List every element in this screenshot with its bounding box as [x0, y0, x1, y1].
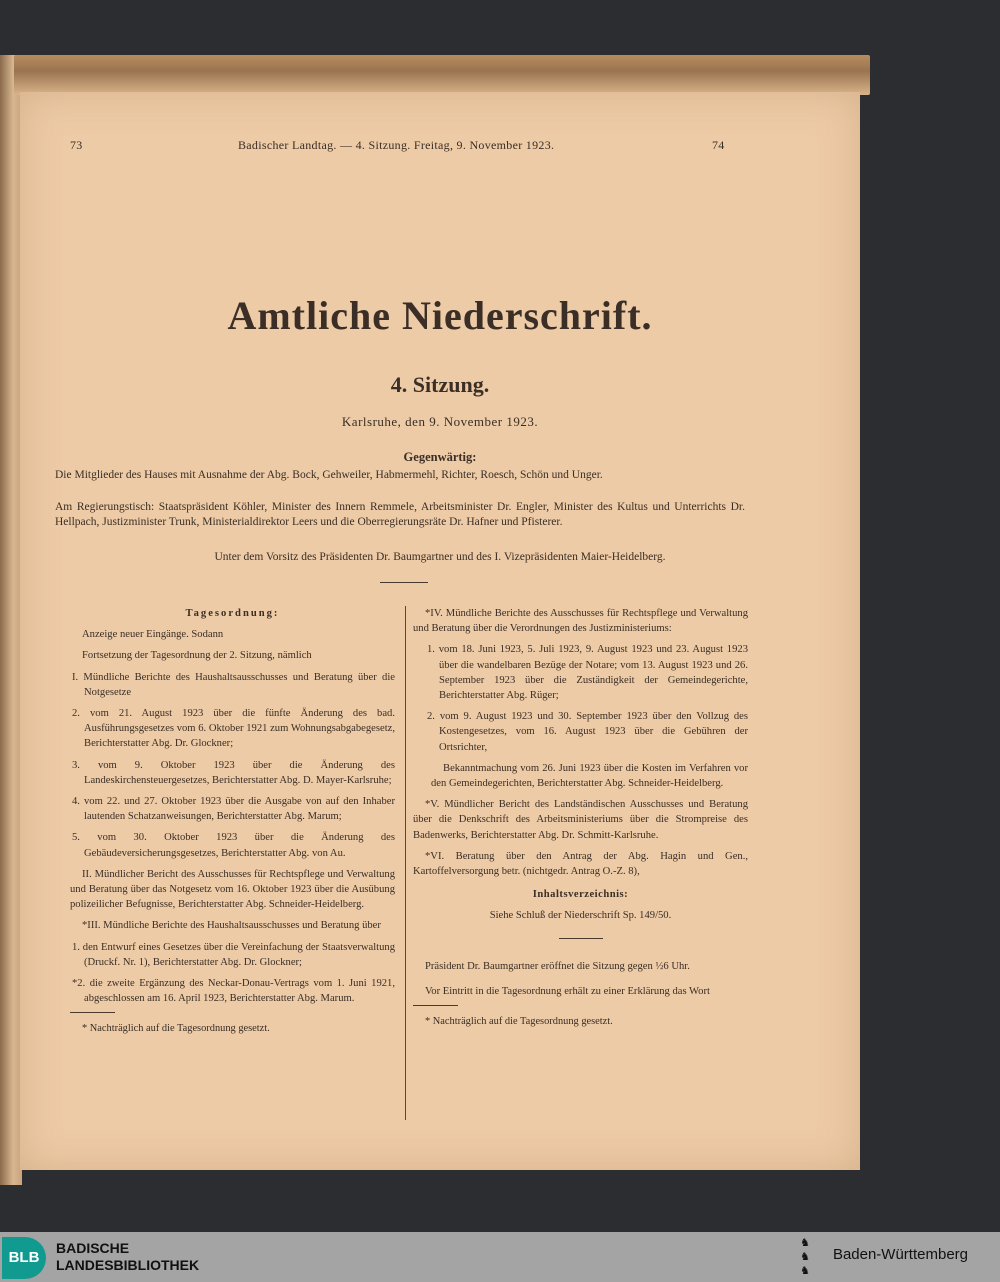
- paragraph: Vor Eintritt in die Tagesordnung erhält zu einer Erklärung das Wort: [425, 985, 710, 997]
- chair: Unter dem Vorsitz des Präsidenten Dr. Baumgartner und des I. Vizepräsidenten Maier-Heidelberg.: [214, 551, 666, 563]
- present-heading: Gegenwärtig:: [403, 450, 477, 464]
- agenda-item: 1. vom 18. Juni 1923, 5. Juli 1923, 9. August 1923 und 23. August 1923 über die wandelbaren Bezüge der Notare; vom 13. August 1923 und 26. September 1923 über die Zuständigkeit der Gemeindegerichte, Berichterstatter Abg. Rüger;: [427, 644, 748, 702]
- footnote: * Nachträglich auf die Tagesordnung gesetzt.: [82, 1023, 270, 1035]
- agenda-item: 3. vom 9. Oktober 1923 über die Änderung des Landeskirchensteuergesetzes, Berichterstatter Abg. D. Mayer-Karlsruhe;: [72, 759, 395, 786]
- footer-banner: [0, 1232, 1000, 1282]
- present-government: Am Regierungstisch: Staatspräsident Köhler, Minister des Innern Remmele, Arbeitsminister Dr. Engler, Minister des Kultus und Unterrichts Dr. Hellpach, Justizminister Trunk, Ministerialdirektor Leers und die Oberregierungsräte Dr. Hafner und Pfisterer.: [55, 501, 745, 528]
- right-column: [413, 606, 748, 1035]
- book-top-edge: [14, 55, 870, 95]
- book-left-edge: [0, 55, 22, 1185]
- agenda-item: 5. vom 30. Oktober 1923 über die Änderung des Gebäudeversicherungsgesetzes, Berichterstatter Abg. von Au.: [72, 832, 395, 859]
- agenda-item: II. Mündlicher Bericht des Ausschusses für Rechtspflege und Verwaltung und Beratung über das Notgesetz vom 16. Oktober 1923 über die Ausübung polizeilicher Befugnisse, Berichterstatter Abg. Schneider-Heidelberg.: [70, 868, 395, 911]
- agenda-item: I. Mündliche Berichte des Haushaltsausschusses und Beratung über die Notgesetze: [72, 671, 395, 698]
- divider: [559, 938, 603, 939]
- library-name-line2: LANDESBIBLIOTHEK: [56, 1257, 200, 1273]
- document-title: Amtliche Niederschrift.: [227, 293, 653, 338]
- footnote-rule: [70, 1012, 115, 1013]
- state-logo-text[interactable]: Baden-Württemberg: [832, 1246, 968, 1263]
- agenda-item: Bekanntmachung vom 26. Juni 1923 über die Kosten im Verfahren vor den Gemeindegerichten, Berichterstatter Abg. Schneider-Heidelberg.: [431, 762, 748, 790]
- place-date: Karlsruhe, den 9. November 1923.: [341, 414, 539, 429]
- agenda-item: *IV. Mündliche Berichte des Ausschusses für Rechtspflege und Verwaltung und Beratung über die Verordnungen des Justizministeriums:: [413, 608, 748, 635]
- agenda-heading: Tagesordnung:: [185, 608, 280, 619]
- library-name-line1: BADISCHE: [56, 1240, 130, 1256]
- running-title: Badischer Landtag. — 4. Sitzung. Freitag, 9. November 1923.: [238, 138, 555, 152]
- agenda-item: 2. vom 21. August 1923 über die fünfte Änderung des bad. Ausführungsgesetzes vom 6. Oktober 1921 zum Wohnungsabgabegesetz, Berichterstatter Abg. Dr. Glockner;: [72, 708, 395, 750]
- page-number-left: 73: [70, 138, 83, 152]
- session-title: 4. Sitzung.: [390, 372, 490, 397]
- footnote-rule: [413, 1005, 458, 1006]
- lions-crest-icon: ♞ ♞ ♞: [800, 1236, 810, 1277]
- toc-heading: Inhaltsverzeichnis:: [532, 889, 629, 901]
- agenda-item: *III. Mündliche Berichte des Haushaltsausschusses und Beratung über: [82, 920, 381, 932]
- paragraph: Anzeige neuer Eingänge. Sodann: [82, 629, 224, 641]
- agenda-item: 1. den Entwurf eines Gesetzes über die Vereinfachung der Staatsverwaltung (Druckf. Nr. 1), Berichterstatter Abg. Dr. Glockner;: [72, 941, 395, 968]
- divider: [380, 582, 428, 583]
- page-number-right: 74: [712, 138, 725, 152]
- toc-text: Siehe Schluß der Niederschrift Sp. 149/50.: [489, 910, 672, 922]
- agenda-item: 2. vom 9. August 1923 und 30. September 1923 über den Vollzug des Kostengesetzes, vom 16. August 1923 über die Gebühren der Ortsrichter,: [427, 711, 748, 753]
- library-name[interactable]: [56, 1240, 199, 1274]
- present-members: Die Mitglieder des Hauses mit Ausnahme der Abg. Bock, Gehweiler, Habmermehl, Richter, Roesch, Schön und Unger.: [55, 469, 603, 481]
- paragraph: Fortsetzung der Tagesordnung der 2. Sitzung, nämlich: [82, 650, 312, 662]
- agenda-item: 4. vom 22. und 27. Oktober 1923 über die Ausgabe von auf den Inhaber lautenden Schatzanweisungen, Berichterstatter Abg. Marum;: [72, 796, 395, 823]
- column-divider: [405, 606, 406, 1120]
- agenda-item: *2. die zweite Ergänzung des Neckar-Donau-Vertrags vom 1. Juni 1921, abgeschlossen am 16. April 1923, Berichterstatter Abg. Marum.: [72, 978, 395, 1005]
- agenda-item: *V. Mündlicher Bericht des Landständischen Ausschusses und Beratung über die Denkschrift des Arbeitsministeriums über die Strompreise des Badenwerks, Berichterstatter Abg. Dr. Schmitt-Karlsruhe.: [413, 799, 748, 841]
- blb-logo[interactable]: BLB: [2, 1237, 46, 1279]
- paragraph: Präsident Dr. Baumgartner eröffnet die Sitzung gegen ½6 Uhr.: [425, 960, 690, 972]
- footnote: * Nachträglich auf die Tagesordnung gesetzt.: [425, 1016, 613, 1028]
- agenda-item: *VI. Beratung über den Antrag der Abg. Hagin und Gen., Kartoffelversorgung betr. (nichtgedr. Antrag O.-Z. 8),: [413, 850, 748, 878]
- left-column: [70, 606, 395, 1043]
